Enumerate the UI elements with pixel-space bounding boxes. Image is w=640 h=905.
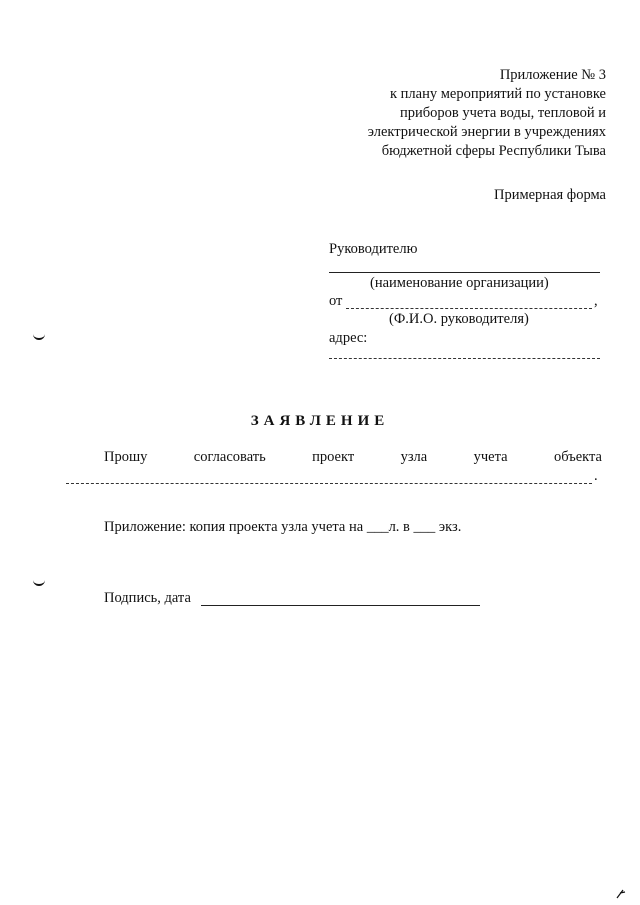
head-name-caption: (Ф.И.О. руководителя) (389, 311, 529, 327)
binding-hole-mark-top (33, 332, 45, 340)
sheets-unit: л. в (388, 519, 410, 535)
request-word-3: проект (312, 449, 355, 465)
organization-name-field[interactable] (329, 272, 600, 273)
from-label: от (329, 293, 343, 309)
appendix-line-2: к плану мероприятий по установке (389, 86, 606, 102)
signature-label: Подпись, дата (104, 590, 191, 606)
address-label: адрес: (329, 330, 368, 346)
request-end-period: . (594, 468, 598, 484)
attachment-line (104, 519, 461, 536)
organization-caption: (наименование организации) (370, 275, 549, 291)
attachment-prefix: Приложение: копия проекта узла учета на (104, 519, 364, 535)
signature-date-field[interactable] (201, 605, 480, 606)
appendix-line-4: электрической энергии в учреждениях (367, 124, 606, 140)
request-word-4: узла (400, 449, 428, 465)
corner-scan-mark (615, 888, 627, 900)
from-comma: , (594, 293, 598, 309)
statement-title: ЗАЯВЛЕНИЕ (250, 413, 390, 429)
object-name-field[interactable] (66, 483, 592, 484)
form-type-label: Примерная форма (493, 187, 606, 203)
appendix-line-1: Приложение № 3 (499, 67, 606, 83)
head-name-field[interactable] (346, 308, 592, 309)
request-word-1: Прошу (104, 449, 148, 465)
appendix-line-5: бюджетной сферы Республики Тыва (381, 143, 606, 159)
appendix-line-3: приборов учета воды, тепловой и (399, 105, 606, 121)
copies-count-field[interactable]: ___ (413, 519, 436, 535)
appendix-header (368, 66, 606, 161)
sheets-count-field[interactable]: ___ (366, 519, 389, 535)
request-word-5: учета (473, 449, 508, 465)
request-word-2: согласовать (193, 449, 266, 465)
address-field[interactable] (329, 358, 600, 359)
request-word-6: объекта (553, 449, 602, 465)
addressee-label: Руководителю (329, 241, 418, 257)
binding-hole-mark-bottom (33, 578, 45, 586)
copies-unit: экз. (438, 519, 462, 535)
request-text-row (104, 449, 602, 466)
